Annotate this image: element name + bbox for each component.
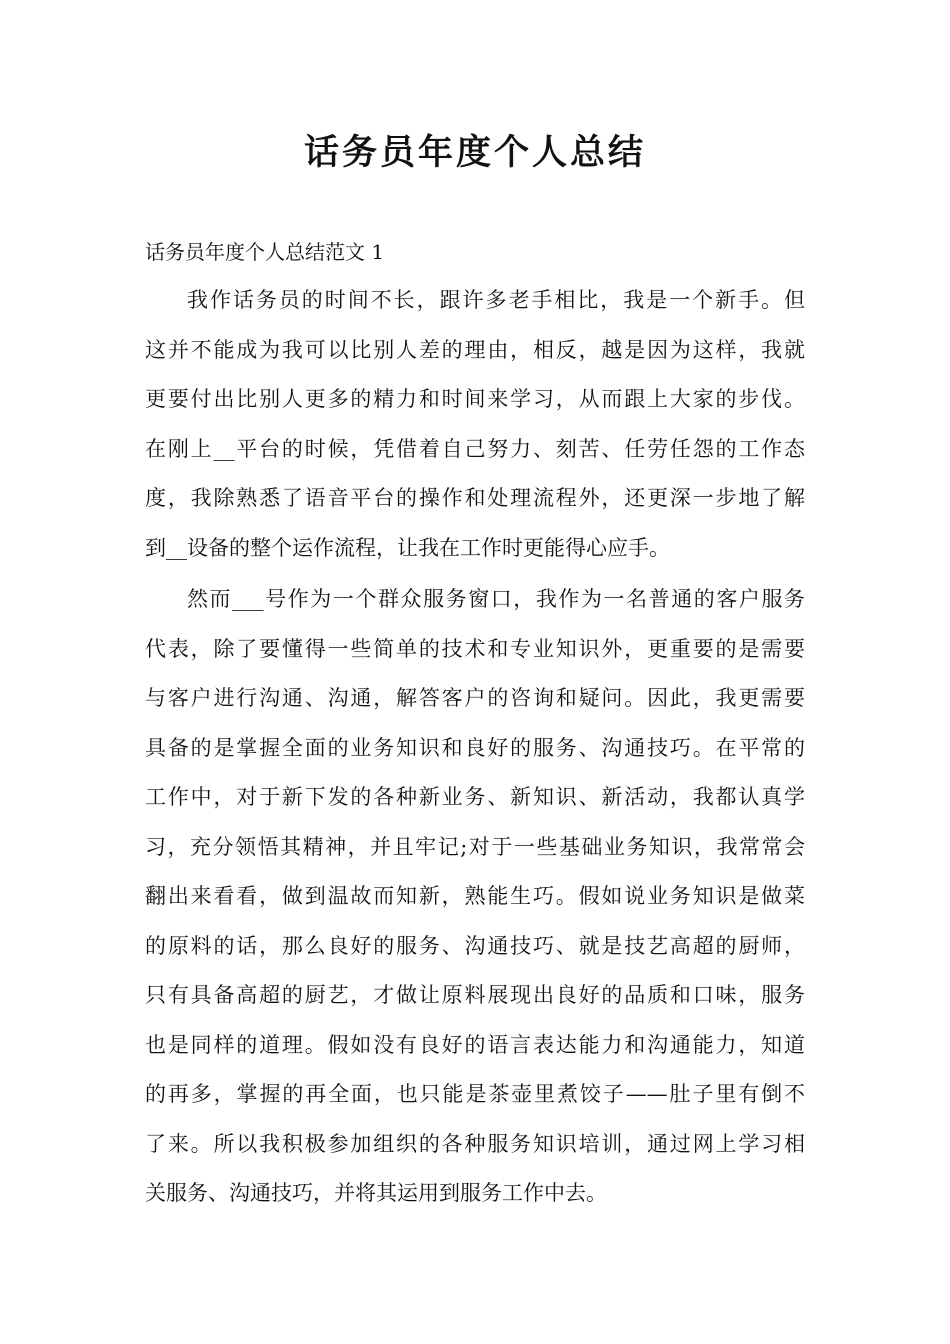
paragraph-line: 这并不能成为我可以比别人差的理由，相反，越是因为这样，我就 — [145, 337, 805, 362]
paragraph-line: 与客户进行沟通、沟通，解答客户的咨询和疑问。因此，我更需要 — [145, 686, 805, 710]
paragraph-line: 工作中，对于新下发的各种新业务、新知识、新活动，我都认真学 — [145, 785, 805, 809]
paragraph-line: 代表，除了要懂得一些简单的技术和专业知识外，更重要的是需要 — [145, 636, 805, 661]
paragraph-line: 到__设备的整个运作流程，让我在工作时更能得心应手。 — [145, 535, 670, 560]
paragraph-line: 只有具备高超的厨艺，才做让原料展现出良好的品质和口味，服务 — [145, 983, 805, 1007]
paragraph-line: 然而___号作为一个群众服务窗口，我作为一名普通的客户服务 — [187, 587, 805, 611]
section-subtitle: 话务员年度个人总结范文 1 — [145, 240, 385, 264]
paragraph-line: 更要付出比别人更多的精力和时间来学习，从而跟上大家的步伐。 — [145, 387, 805, 411]
paragraph-line: 也是同样的道理。假如没有良好的语言表达能力和沟通能力，知道 — [145, 1032, 805, 1057]
paragraph-line: 我作话务员的时间不长，跟许多老手相比，我是一个新手。但 — [187, 288, 805, 312]
document-title: 话务员年度个人总结 — [303, 132, 646, 173]
paragraph-line: 翻出来看看，做到温故而知新，熟能生巧。假如说业务知识是做菜 — [145, 884, 805, 908]
paragraph-line: 在刚上__平台的时候，凭借着自己努力、刻苦、任劳任怨的工作态 — [145, 436, 805, 461]
paragraph-line: 关服务、沟通技巧，并将其运用到服务工作中去。 — [145, 1181, 607, 1205]
paragraph-line: 具备的是掌握全面的业务知识和良好的服务、沟通技巧。在平常的 — [145, 735, 805, 760]
paragraph-line: 的再多，掌握的再全面，也只能是茶壶里煮饺子——肚子里有倒不 — [145, 1082, 805, 1106]
paragraph-1 — [145, 276, 805, 573]
paragraph-line: 度，我除熟悉了语音平台的操作和处理流程外，还更深一步地了解 — [145, 486, 805, 510]
paragraph-line: 的原料的话，那么良好的服务、沟通技巧、就是技艺高超的厨师， — [145, 933, 805, 958]
paragraph-line: 了来。所以我积极参加组织的各种服务知识培训，通过网上学习相 — [145, 1131, 805, 1156]
paragraph-line: 习，充分领悟其精神，并且牢记;对于一些基础业务知识，我常常会 — [145, 834, 805, 859]
paragraph-2 — [145, 575, 805, 1219]
